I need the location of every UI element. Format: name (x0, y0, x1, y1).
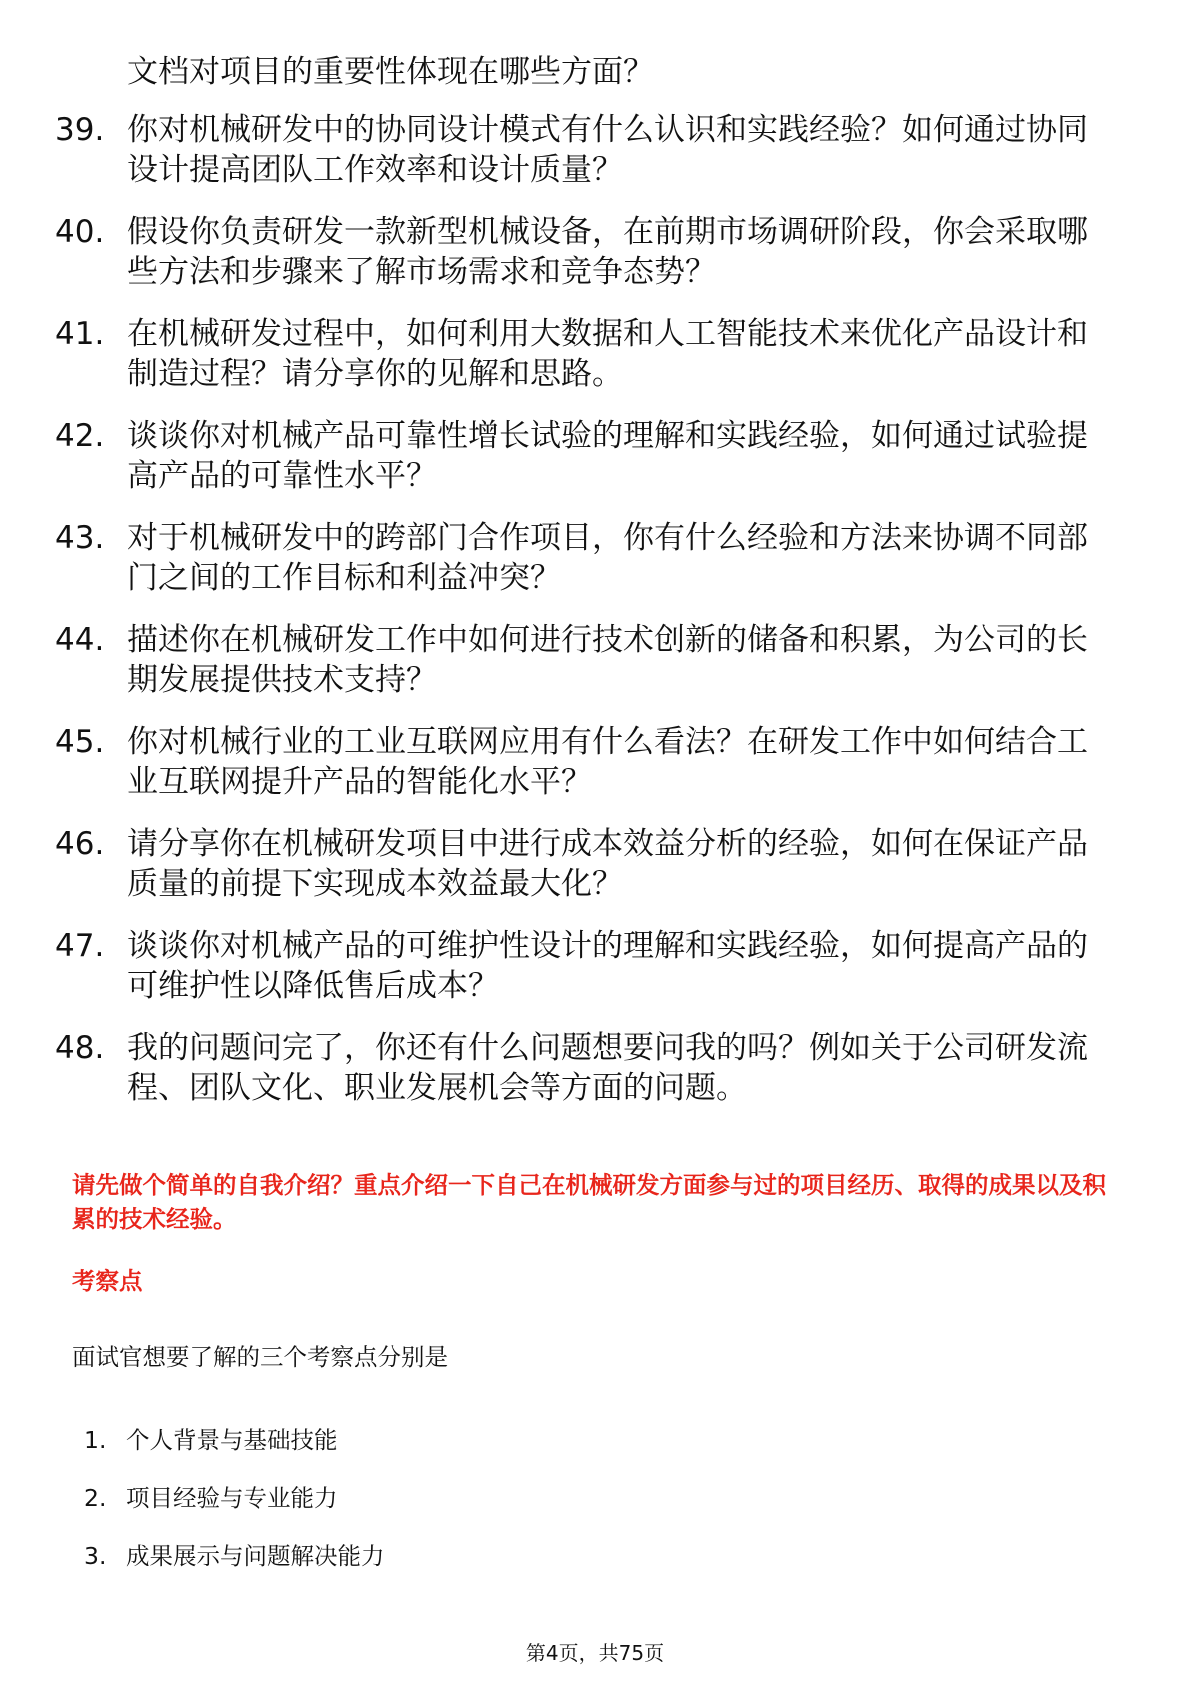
question-number: 40. (55, 214, 105, 250)
question-item (55, 1028, 1115, 1108)
section-heading: 考察点 (72, 1267, 143, 1295)
question-list (55, 110, 1115, 1130)
question-text: 你对机械行业的工业互联网应用有什么看法？在研发工作中如何结合工业互联网提升产品的智能化水平？ (127, 724, 1088, 800)
question-text: 谈谈你对机械产品的可维护性设计的理解和实践经验，如何提高产品的可维护性以降低售后成本？ (127, 928, 1088, 1004)
question-text: 对于机械研发中的跨部门合作项目，你有什么经验和方法来协调不同部门之间的工作目标和利益冲突？ (127, 520, 1088, 596)
question-item (55, 518, 1115, 598)
question-number: 44. (55, 622, 105, 658)
question-item (55, 416, 1115, 496)
question-text: 描述你在机械研发工作中如何进行技术创新的储备和积累，为公司的长期发展提供技术支持？ (127, 622, 1088, 698)
question-text: 请分享你在机械研发项目中进行成本效益分析的经验，如何在保证产品质量的前提下实现成本效益最大化？ (127, 826, 1088, 902)
question-text: 在机械研发过程中，如何利用大数据和人工智能技术来优化产品设计和制造过程？请分享你的见解和思路。 (127, 316, 1088, 392)
assessment-point (84, 1483, 385, 1513)
assessment-points-list (84, 1425, 385, 1599)
question-number: 47. (55, 928, 105, 964)
point-number: 1. (84, 1426, 107, 1454)
question-number: 43. (55, 520, 105, 556)
point-number: 2. (84, 1484, 107, 1512)
page-footer: 第4页，共75页 (525, 1641, 665, 1665)
question-text: 谈谈你对机械产品可靠性增长试验的理解和实践经验，如何通过试验提高产品的可靠性水平？ (127, 418, 1088, 494)
question-number: 39. (55, 112, 105, 148)
question-item (55, 620, 1115, 700)
highlighted-question: 请先做个简单的自我介绍？重点介绍一下自己在机械研发方面参与过的项目经历、取得的成果以及积累的技术经验。 (72, 1171, 1106, 1233)
point-text: 成果展示与问题解决能力 (126, 1542, 385, 1570)
question-number: 46. (55, 826, 105, 862)
question-text: 我的问题问完了，你还有什么问题想要问我的吗？例如关于公司研发流程、团队文化、职业发展机会等方面的问题。 (127, 1030, 1088, 1106)
assessment-point (84, 1541, 385, 1571)
point-text: 个人背景与基础技能 (126, 1426, 338, 1454)
question-item (55, 314, 1115, 394)
question-text: 假设你负责研发一款新型机械设备，在前期市场调研阶段，你会采取哪些方法和步骤来了解市场需求和竞争态势？ (127, 214, 1088, 290)
question-item (55, 926, 1115, 1006)
question-item (55, 110, 1115, 190)
continued-question-text: 文档对项目的重要性体现在哪些方面？ (127, 54, 654, 90)
question-number: 41. (55, 316, 105, 352)
point-number: 3. (84, 1542, 107, 1570)
question-number: 45. (55, 724, 105, 760)
question-item (55, 212, 1115, 292)
question-item (55, 824, 1115, 904)
assessment-point (84, 1425, 385, 1455)
point-text: 项目经验与专业能力 (126, 1484, 338, 1512)
question-number: 48. (55, 1030, 105, 1066)
question-number: 42. (55, 418, 105, 454)
question-text: 你对机械研发中的协同设计模式有什么认识和实践经验？如何通过协同设计提高团队工作效率和设计质量？ (127, 112, 1088, 188)
question-item (55, 722, 1115, 802)
intro-text: 面试官想要了解的三个考察点分别是 (72, 1343, 448, 1371)
